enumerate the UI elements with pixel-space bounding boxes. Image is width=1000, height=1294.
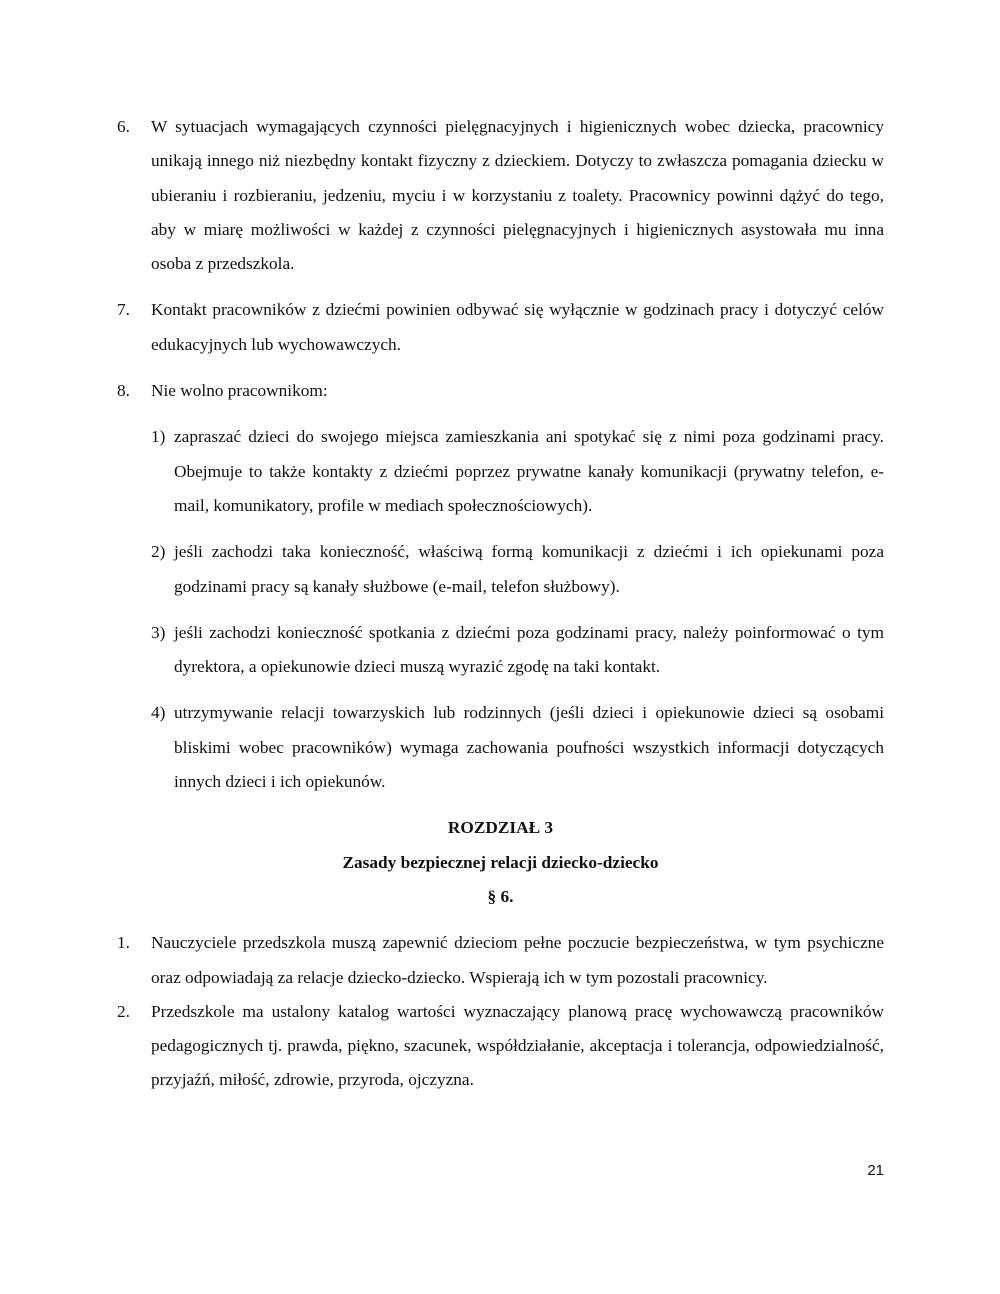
sublist-number: 1): [151, 427, 166, 447]
sublist-text: jeśli zachodzi konieczność spotkania z dziećmi poza godzinami pracy, należy poinformować o tym dyrektora, a opiekunowie dzieci muszą wyrazić zgodę na taki kontakt.: [174, 622, 884, 677]
list-number: 1.: [117, 933, 130, 953]
list-item-8: [117, 374, 884, 408]
sublist-item-3: [151, 616, 884, 685]
sublist-number: 3): [151, 622, 166, 642]
sublist-item-1: [151, 420, 884, 523]
section-marker: § 6.: [487, 886, 514, 906]
list-text: Kontakt pracowników z dziećmi powinien odbywać się wyłącznie w godzinach pracy i dotyczyć celów edukacyjnych lub wychowawczych.: [151, 300, 884, 354]
list-item-7: [117, 293, 884, 362]
list-item-1: [117, 926, 884, 995]
sublist-number: 4): [151, 703, 166, 723]
chapter-subtitle: Zasady bezpiecznej relacji dziecko-dziecko: [342, 852, 659, 872]
chapter-title: ROZDZIAŁ 3: [447, 818, 554, 838]
list-text: Nauczyciele przedszkola muszą zapewnić dzieciom pełne poczucie bezpieczeństwa, w tym psychiczne oraz odpowiadają za relacje dziecko-dziecko. Wspierają ich w tym pozostali pracownicy.: [151, 933, 884, 987]
list-number: 8.: [117, 381, 130, 401]
sublist-item-2: [151, 535, 884, 604]
list-number: 2.: [117, 1001, 130, 1021]
list-item-6: [117, 110, 884, 281]
sublist-number: 2): [151, 542, 166, 562]
page-number: 21: [867, 1162, 884, 1179]
sublist-text: utrzymywanie relacji towarzyskich lub rodzinnych (jeśli dzieci i opiekunowie dzieci są osobami bliskimi wobec pracowników) wymaga zachowania poufności wszystkich informacji dotyczących innych dzieci i ich opiekunów.: [174, 703, 884, 792]
list-number: 7.: [117, 300, 130, 320]
list-text: Przedszkole ma ustalony katalog wartości wyznaczający planową pracę wychowawczą pracowników pedagogicznych tj. prawda, piękno, szacunek, współdziałanie, akceptacja i tolerancja, odpowiedzialność, przyjaźń, miłość, zdrowie, przyroda, ojczyzna.: [151, 1001, 884, 1090]
list-text: Nie wolno pracownikom:: [151, 381, 328, 401]
sublist-text: jeśli zachodzi taka konieczność, właściwą formą komunikacji z dziećmi i ich opiekunami poza godzinami pracy są kanały służbowe (e-mail, telefon służbowy).: [174, 542, 884, 596]
page-body: [117, 110, 884, 1098]
sublist-text: zapraszać dzieci do swojego miejsca zamieszkania ani spotykać się z nimi poza godzinami pracy. Obejmuje to także kontakty z dziećmi poprzez prywatne kanały komunikacji (prywatny telefon, e-mail, komunikatory, profile w mediach społecznościowych).: [174, 427, 884, 515]
list-text: W sytuacjach wymagających czynności pielęgnacyjnych i higienicznych wobec dziecka, pracownicy unikają innego niż niezbędny kontakt fizyczny z dzieckiem. Dotyczy to zwłaszcza pomagania dziecku w ubieraniu i rozbieraniu, jedzeniu, myciu i w korzystaniu z toalety. Pracownicy powinni dążyć do tego, aby w miarę możliwości w każdej z czynności pielęgnacyjnych i higienicznych asystowała mu inna osoba z przedszkola.: [151, 117, 884, 274]
list-number: 6.: [117, 117, 130, 136]
sublist-item-4: [151, 696, 884, 799]
list-item-2: [117, 995, 884, 1098]
